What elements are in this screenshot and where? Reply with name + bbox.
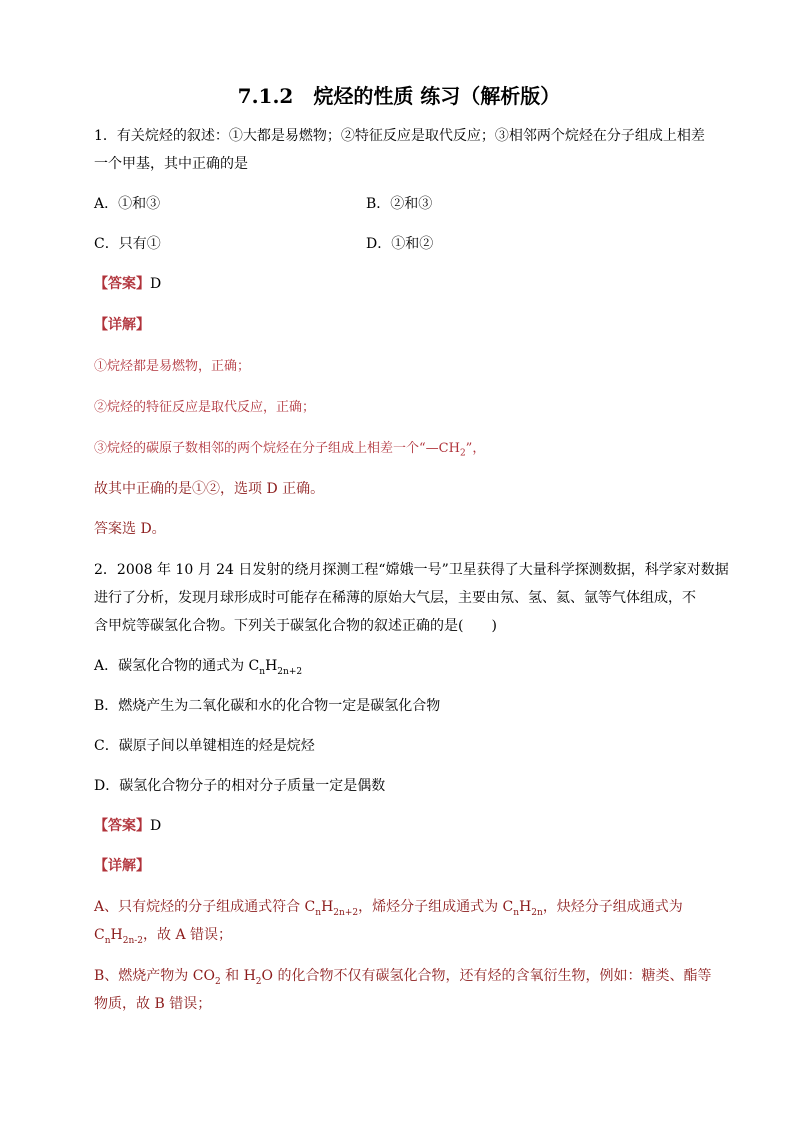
q1-detail-3: ③烷烃的碳原子数相邻的两个烷烃在分子组成上相差一个“$—CH_2$”，: [94, 441, 486, 459]
q2-option-a: A．碳氢化合物的通式为 $C_nH_{2n+2}$: [94, 658, 303, 677]
q2-option-d: D．碳氢化合物分子的相对分子质量一定是偶数: [94, 778, 386, 794]
q1-detail-4: 故其中正确的是①②，选项 D 正确。: [94, 481, 325, 497]
q2-detail-a-line1: A、只有烷烃的分子组成通式符合 $C_nH_{2n+2}$，烯烃分子组成通式为 $C_nH_{2n}$，炔烃分子组成通式为: [94, 899, 683, 918]
q1-option-c: C．只有①: [94, 236, 161, 252]
q2-stem-line2: 进行了分析，发现月球形成时可能存在稀薄的原始大气层，主要由氖、氢、氦、氩等气体组成，不: [94, 590, 696, 606]
q1-stem-line2: 一个甲基，其中正确的是: [94, 156, 248, 172]
q1-option-d: D．①和②: [366, 236, 434, 252]
q1-option-a: A．①和③: [94, 196, 161, 212]
q2-answer: [94, 812, 704, 840]
q1-answer-label: 【答案】: [94, 276, 150, 292]
q2-stem-line1: 2．2008 年 10 月 24 日发射的绕月探测工程“嫦娥一号”卫星获得了大量科学探测数据，科学家对数据: [94, 562, 729, 578]
q1-answer: [94, 270, 704, 298]
q1-options-row2: [94, 230, 704, 258]
q1-options-row1: [94, 190, 704, 218]
q1-answer-value: D: [150, 276, 162, 292]
q1-detail-5: 答案选 D。: [94, 521, 166, 537]
q2-answer-value: D: [150, 818, 162, 834]
q2-option-b: B．燃烧产生为二氧化碳和水的化合物一定是碳氢化合物: [94, 698, 441, 714]
page-title: 7.1.2 烷烃的性质 练习（解析版）: [237, 84, 561, 108]
q2-detail-b-line1: B、燃烧产物为 $CO_2$ 和 $H_2O$ 的化合物不仅有碳氢化合物，还有烃的含氧衍生物，例如：糖类、酯等: [94, 968, 712, 987]
q2-option-c: C．碳原子间以单键相连的烃是烷烃: [94, 738, 315, 754]
q2-answer-label: 【答案】: [94, 818, 150, 834]
q2-detail-b-line2: 物质，故 B 错误；: [94, 996, 212, 1012]
q1-detail-1: ①烷烃都是易燃物，正确；: [94, 359, 251, 374]
q1-detail-2: ②烷烃的特征反应是取代反应，正确；: [94, 400, 316, 415]
q1-stem-line1: 1．有关烷烃的叙述：①大都是易燃物；②特征反应是取代反应；③相邻两个烷烃在分子组成上相差: [94, 128, 705, 144]
q2-detail-a-line2: $C_nH_{2n-2}$，故 A 错误；: [94, 927, 233, 946]
q2-stem-line3: 含甲烷等碳氢化合物。下列关于碳氢化合物的叙述正确的是( ): [94, 618, 497, 634]
q1-detail-label: 【详解】: [94, 317, 150, 333]
q2-detail-label: 【详解】: [94, 858, 150, 874]
q1-option-b: B．②和③: [366, 196, 433, 212]
